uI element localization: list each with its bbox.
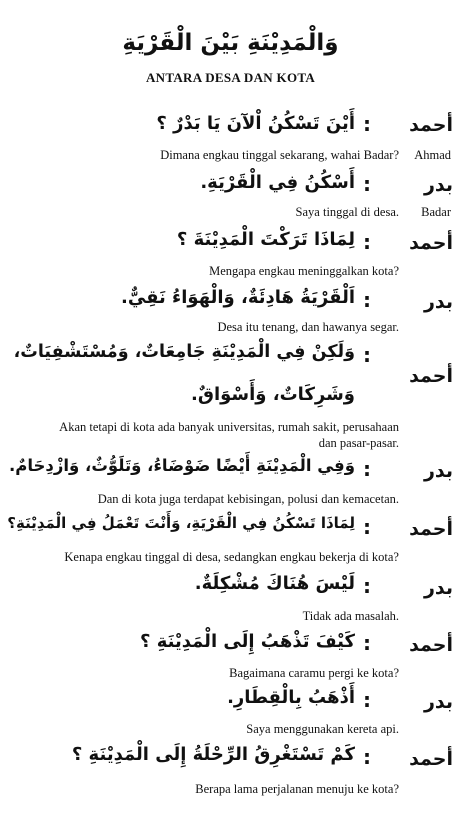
colon: : (363, 745, 371, 769)
arabic-line: لِمَاذَا تَرَكْتَ الْمَدِيْنَةَ ؟ (176, 229, 355, 250)
speaker-label: بدر (423, 691, 453, 713)
translation-line: Mengapa engkau meninggalkan kota? (209, 264, 399, 278)
arabic-line: وَفِي الْمَدِيْنَةِ أَيْضًا ضَوْضَاءُ، وَتَلَوُّثٌ، وَازْدِحَامٌ. (8, 456, 355, 475)
speaker-latin: Ahmad (414, 148, 451, 162)
speaker-label: أحمد (409, 365, 453, 387)
translation-line: Bagaimana caramu pergi ke kota? (229, 666, 399, 680)
speaker-latin: Badar (421, 205, 451, 219)
page-title-arabic: وَالْمَدِيْنَةِ بَيْنَ الْقَرْيَةِ (122, 30, 339, 56)
arabic-line: أَذْهَبُ بِالْقِطَارِ. (227, 687, 355, 708)
translation-line: Tidak ada masalah. (302, 609, 399, 623)
colon: : (363, 457, 371, 481)
translation-line: Dimana engkau tinggal sekarang, wahai Badar? (160, 148, 399, 162)
colon: : (363, 230, 371, 254)
speaker-label: أحمد (409, 114, 453, 136)
arabic-line: وَلَكِنْ فِي الْمَدِيْنَةِ جَامِعَاتٌ، وَمُسْتَشْفِيَاتٌ، (13, 342, 355, 362)
translation-line: Dan di kota juga terdapat kebisingan, polusi dan kemacetan. (97, 492, 399, 506)
speaker-label: بدر (423, 577, 453, 599)
arabic-line: كَمْ تَسْتَغْرِقُ الرِّحْلَةُ إِلَى الْمَدِيْنَةِ ؟ (71, 744, 355, 765)
speaker-label: أحمد (409, 518, 453, 540)
arabic-line: كَيْفَ تَذْهَبُ إِلَى الْمَدِيْنَةِ ؟ (139, 631, 355, 652)
colon: : (363, 343, 371, 367)
colon: : (363, 288, 371, 312)
colon: : (363, 172, 371, 196)
arabic-line: لَيْسَ هُنَاكَ مُشْكِلَةٌ. (194, 573, 355, 594)
colon: : (363, 574, 371, 598)
translation-line: Kenapa engkau tinggal di desa, sedangkan engkau bekerja di kota? (64, 550, 399, 564)
colon: : (363, 515, 371, 539)
colon: : (363, 112, 371, 136)
speaker-label: بدر (423, 291, 453, 313)
colon: : (363, 631, 371, 655)
colon: : (363, 688, 371, 712)
arabic-line: أَسْكُنُ فِي الْقَرْيَةِ. (200, 172, 355, 193)
speaker-label: بدر (423, 460, 453, 482)
arabic-line: اَلْقَرْيَةُ هَادِئَةٌ، وَالْهَوَاءُ نَقِيٌّ. (121, 287, 355, 308)
page-title-latin: ANTARA DESA DAN KOTA (145, 70, 316, 85)
arabic-line: لِمَاذَا تَسْكُنُ فِي الْقَرْيَةِ، وَأَنْتَ تَعْمَلُ فِي الْمَدِيْنَةِ؟ (7, 514, 355, 532)
speaker-label: أحمد (409, 634, 453, 656)
speaker-label: أحمد (409, 232, 453, 254)
translation-line: Saya menggunakan kereta api. (246, 722, 399, 736)
translation-line: Akan tetapi di kota ada banyak universitas, rumah sakit, perusahaan (59, 420, 399, 434)
translation-line: Desa itu tenang, dan hawanya segar. (217, 320, 399, 334)
translation-line: dan pasar-pasar. (318, 436, 399, 450)
arabic-line: أَيْنَ تَسْكُنُ اْلآنَ يَا بَدْرٌ ؟ (156, 113, 355, 134)
speaker-label: أحمد (409, 748, 453, 770)
translation-line: Saya tinggal di desa. (295, 205, 399, 219)
arabic-line: وَشَرِكَاتٌ، وَأَسْوَاقٌ. (191, 384, 355, 405)
translation-line: Berapa lama perjalanan menuju ke kota? (195, 782, 399, 796)
speaker-label: بدر (423, 174, 453, 196)
